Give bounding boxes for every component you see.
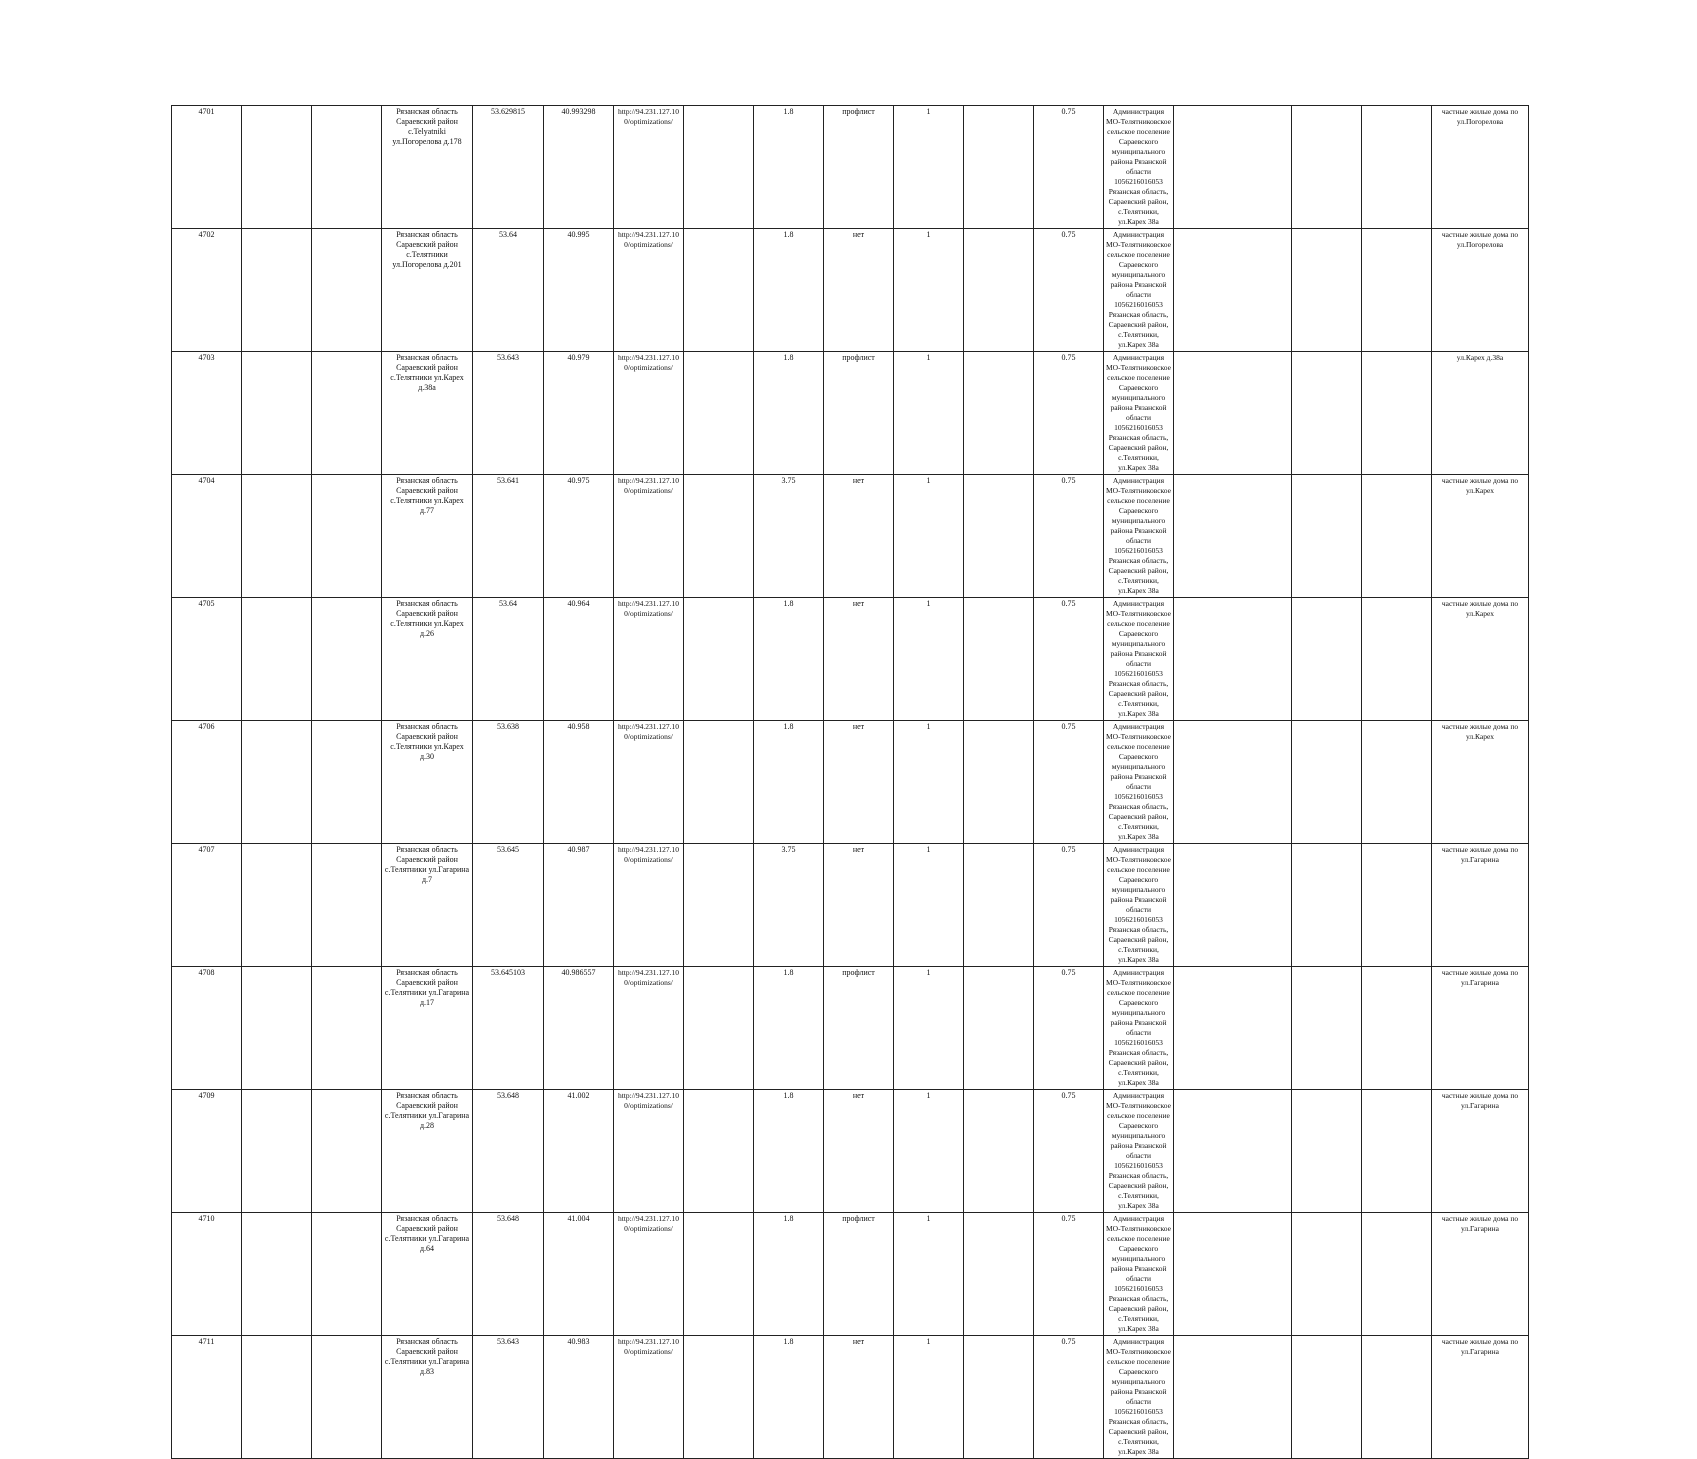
table-row [172,1336,1529,1459]
cell-id: 4708 [172,967,242,1090]
cell-empty [242,1090,312,1213]
cell-fence: нет [824,475,894,598]
cell-address: Рязанская область Сараевский район с.Telyatniki ул.Погорелова д.178 [382,106,473,229]
cell-empty [242,229,312,352]
cell-url: http://94.231.127.10 0/optimizations/ [614,106,684,229]
cell-description: частные жилые дома по ул.Карех [1432,475,1529,598]
cell-fence: профлист [824,106,894,229]
cell-owner: Администрация МО-Телятниковское сельское поселение Сараевского муниципального района Рязанской области 1056216016053 Рязанская область, Сараевский район, с.Телятники, ул.Карех 38а [1104,1090,1174,1213]
cell-fence: нет [824,229,894,352]
cell-description: частные жилые дома по ул.Гагарина [1432,844,1529,967]
cell-empty [684,352,754,475]
data-table [171,105,1529,1459]
cell-fence: профлист [824,352,894,475]
cell-address: Рязанская область Сараевский район с.Телятники ул.Погорелова д.201 [382,229,473,352]
table-row [172,229,1529,352]
cell-empty [684,106,754,229]
cell-count: 1 [894,1090,964,1213]
cell-empty [312,598,382,721]
cell-volume: 1.8 [754,598,824,721]
cell-area: 0.75 [1034,1090,1104,1213]
cell-owner: Администрация МО-Телятниковское сельское поселение Сараевского муниципального района Рязанской области 1056216016053 Рязанская область, Сараевский район, с.Телятники, ул.Карех 38а [1104,967,1174,1090]
cell-area: 0.75 [1034,844,1104,967]
cell-url: http://94.231.127.10 0/optimizations/ [614,1336,684,1459]
cell-owner: Администрация МО-Телятниковское сельское поселение Сараевского муниципального района Рязанской области 1056216016053 Рязанская область, Сараевский район, с.Телятники, ул.Карех 38а [1104,106,1174,229]
cell-empty [964,598,1034,721]
cell-url: http://94.231.127.10 0/optimizations/ [614,598,684,721]
cell-description: частные жилые дома по ул.Гагарина [1432,1090,1529,1213]
cell-empty [1362,352,1432,475]
cell-latitude: 53.645 [473,844,544,967]
cell-latitude: 53.64 [473,598,544,721]
cell-volume: 1.8 [754,229,824,352]
cell-empty [1174,1213,1292,1336]
cell-count: 1 [894,967,964,1090]
cell-address: Рязанская область Сараевский район с.Телятники ул.Гагарина д.17 [382,967,473,1090]
cell-owner: Администрация МО-Телятниковское сельское поселение Сараевского муниципального района Рязанской области 1056216016053 Рязанская область, Сараевский район, с.Телятники, ул.Карех 38а [1104,1336,1174,1459]
cell-count: 1 [894,598,964,721]
cell-address: Рязанская область Сараевский район с.Телятники ул.Карех д.38а [382,352,473,475]
table-row [172,352,1529,475]
cell-empty [1174,598,1292,721]
cell-area: 0.75 [1034,598,1104,721]
cell-owner: Администрация МО-Телятниковское сельское поселение Сараевского муниципального района Рязанской области 1056216016053 Рязанская область, Сараевский район, с.Телятники, ул.Карех 38а [1104,352,1174,475]
cell-empty [684,721,754,844]
cell-empty [242,106,312,229]
cell-volume: 3.75 [754,475,824,598]
table-row [172,598,1529,721]
cell-latitude: 53.648 [473,1213,544,1336]
cell-longitude: 40.987 [544,844,614,967]
cell-empty [1362,106,1432,229]
cell-empty [964,229,1034,352]
cell-longitude: 40.995 [544,229,614,352]
cell-empty [684,1336,754,1459]
cell-owner: Администрация МО-Телятниковское сельское поселение Сараевского муниципального района Рязанской области 1056216016053 Рязанская область, Сараевский район, с.Телятники, ул.Карех 38а [1104,844,1174,967]
cell-empty [1292,844,1362,967]
cell-latitude: 53.64 [473,229,544,352]
cell-url: http://94.231.127.10 0/optimizations/ [614,352,684,475]
cell-owner: Администрация МО-Телятниковское сельское поселение Сараевского муниципального района Рязанской области 1056216016053 Рязанская область, Сараевский район, с.Телятники, ул.Карех 38а [1104,1213,1174,1336]
cell-empty [1292,721,1362,844]
cell-count: 1 [894,721,964,844]
cell-volume: 3.75 [754,844,824,967]
cell-empty [964,1213,1034,1336]
cell-empty [964,475,1034,598]
cell-description: частные жилые дома по ул.Гагарина [1432,1213,1529,1336]
table-row [172,844,1529,967]
cell-fence: профлист [824,1213,894,1336]
cell-empty [312,1090,382,1213]
cell-description: частные жилые дома по ул.Карех [1432,598,1529,721]
cell-description: частные жилые дома по ул.Гагарина [1432,967,1529,1090]
cell-empty [1292,598,1362,721]
cell-id: 4710 [172,1213,242,1336]
cell-empty [1174,967,1292,1090]
cell-url: http://94.231.127.10 0/optimizations/ [614,967,684,1090]
cell-latitude: 53.638 [473,721,544,844]
cell-description: частные жилые дома по ул.Погорелова [1432,229,1529,352]
cell-id: 4702 [172,229,242,352]
cell-empty [684,229,754,352]
cell-empty [1362,1090,1432,1213]
cell-volume: 1.8 [754,106,824,229]
cell-empty [312,352,382,475]
cell-fence: нет [824,1090,894,1213]
cell-longitude: 40.975 [544,475,614,598]
cell-empty [1292,229,1362,352]
cell-volume: 1.8 [754,721,824,844]
cell-owner: Администрация МО-Телятниковское сельское поселение Сараевского муниципального района Рязанской области 1056216016053 Рязанская область, Сараевский район, с.Телятники, ул.Карех 38а [1104,721,1174,844]
cell-id: 4703 [172,352,242,475]
cell-area: 0.75 [1034,1213,1104,1336]
cell-id: 4707 [172,844,242,967]
cell-empty [1292,1213,1362,1336]
cell-volume: 1.8 [754,1213,824,1336]
cell-empty [1174,721,1292,844]
cell-empty [964,106,1034,229]
cell-empty [1362,1336,1432,1459]
cell-description: частные жилые дома по ул.Гагарина [1432,1336,1529,1459]
cell-empty [684,1213,754,1336]
cell-empty [964,352,1034,475]
cell-longitude: 40.986557 [544,967,614,1090]
cell-empty [1362,1213,1432,1336]
table-body [172,106,1529,1459]
cell-empty [242,721,312,844]
cell-longitude: 40.983 [544,1336,614,1459]
cell-fence: нет [824,721,894,844]
cell-fence: нет [824,1336,894,1459]
cell-area: 0.75 [1034,106,1104,229]
cell-empty [312,106,382,229]
cell-fence: нет [824,598,894,721]
cell-empty [1174,229,1292,352]
cell-url: http://94.231.127.10 0/optimizations/ [614,1090,684,1213]
cell-address: Рязанская область Сараевский район с.Телятники ул.Гагарина д.83 [382,1336,473,1459]
cell-longitude: 40.979 [544,352,614,475]
cell-address: Рязанская область Сараевский район с.Телятники ул.Карех д.77 [382,475,473,598]
cell-owner: Администрация МО-Телятниковское сельское поселение Сараевского муниципального района Рязанской области 1056216016053 Рязанская область, Сараевский район, с.Телятники, ул.Карех 38а [1104,229,1174,352]
cell-description: ул.Карех д.38а [1432,352,1529,475]
cell-empty [1292,475,1362,598]
cell-fence: профлист [824,967,894,1090]
cell-volume: 1.8 [754,967,824,1090]
table-row [172,106,1529,229]
cell-address: Рязанская область Сараевский район с.Телятники ул.Гагарина д.28 [382,1090,473,1213]
cell-count: 1 [894,1213,964,1336]
cell-empty [1174,1336,1292,1459]
cell-count: 1 [894,106,964,229]
cell-empty [1362,475,1432,598]
cell-address: Рязанская область Сараевский район с.Телятники ул.Гагарина д.7 [382,844,473,967]
cell-empty [242,1336,312,1459]
cell-area: 0.75 [1034,721,1104,844]
cell-volume: 1.8 [754,352,824,475]
cell-empty [312,475,382,598]
cell-volume: 1.8 [754,1336,824,1459]
cell-latitude: 53.641 [473,475,544,598]
cell-id: 4701 [172,106,242,229]
cell-area: 0.75 [1034,967,1104,1090]
cell-empty [684,1090,754,1213]
cell-address: Рязанская область Сараевский район с.Телятники ул.Карех д.26 [382,598,473,721]
cell-id: 4704 [172,475,242,598]
cell-latitude: 53.645103 [473,967,544,1090]
cell-longitude: 40.958 [544,721,614,844]
cell-empty [312,844,382,967]
cell-empty [684,967,754,1090]
cell-url: http://94.231.127.10 0/optimizations/ [614,721,684,844]
cell-address: Рязанская область Сараевский район с.Телятники ул.Гагарина д.64 [382,1213,473,1336]
table-row [172,1213,1529,1336]
cell-count: 1 [894,1336,964,1459]
cell-empty [1362,844,1432,967]
cell-url: http://94.231.127.10 0/optimizations/ [614,475,684,598]
cell-empty [1292,1090,1362,1213]
cell-empty [242,1213,312,1336]
cell-empty [1292,352,1362,475]
cell-area: 0.75 [1034,352,1104,475]
cell-empty [1292,106,1362,229]
cell-longitude: 41.004 [544,1213,614,1336]
cell-address: Рязанская область Сараевский район с.Телятники ул.Карех д.30 [382,721,473,844]
cell-empty [964,721,1034,844]
cell-empty [1174,475,1292,598]
cell-owner: Администрация МО-Телятниковское сельское поселение Сараевского муниципального района Рязанской области 1056216016053 Рязанская область, Сараевский район, с.Телятники, ул.Карех 38а [1104,598,1174,721]
cell-empty [964,967,1034,1090]
cell-empty [312,1213,382,1336]
cell-latitude: 53.648 [473,1090,544,1213]
cell-id: 4706 [172,721,242,844]
cell-empty [964,844,1034,967]
cell-longitude: 41.002 [544,1090,614,1213]
cell-empty [242,967,312,1090]
cell-empty [964,1090,1034,1213]
cell-empty [242,844,312,967]
table-row [172,721,1529,844]
cell-empty [1362,967,1432,1090]
cell-empty [312,721,382,844]
cell-empty [684,475,754,598]
cell-empty [1292,1336,1362,1459]
cell-id: 4705 [172,598,242,721]
cell-count: 1 [894,229,964,352]
cell-empty [964,1336,1034,1459]
cell-latitude: 53.643 [473,1336,544,1459]
cell-area: 0.75 [1034,1336,1104,1459]
cell-empty [1174,106,1292,229]
cell-url: http://94.231.127.10 0/optimizations/ [614,1213,684,1336]
cell-empty [1292,967,1362,1090]
cell-empty [242,598,312,721]
cell-empty [312,1336,382,1459]
cell-empty [1362,721,1432,844]
cell-area: 0.75 [1034,229,1104,352]
cell-latitude: 53.643 [473,352,544,475]
cell-empty [1362,598,1432,721]
cell-owner: Администрация МО-Телятниковское сельское поселение Сараевского муниципального района Рязанской области 1056216016053 Рязанская область, Сараевский район, с.Телятники, ул.Карех 38а [1104,475,1174,598]
cell-empty [242,352,312,475]
cell-empty [242,475,312,598]
cell-longitude: 40.993298 [544,106,614,229]
cell-fence: нет [824,844,894,967]
cell-area: 0.75 [1034,475,1104,598]
table-row [172,475,1529,598]
cell-empty [1174,844,1292,967]
table-row [172,967,1529,1090]
cell-empty [312,967,382,1090]
table-row [172,1090,1529,1213]
cell-url: http://94.231.127.10 0/optimizations/ [614,229,684,352]
cell-latitude: 53.629815 [473,106,544,229]
cell-description: частные жилые дома по ул.Карех [1432,721,1529,844]
cell-volume: 1.8 [754,1090,824,1213]
cell-empty [684,844,754,967]
cell-empty [1174,1090,1292,1213]
cell-count: 1 [894,844,964,967]
cell-empty [684,598,754,721]
cell-empty [1362,229,1432,352]
cell-longitude: 40.964 [544,598,614,721]
cell-count: 1 [894,475,964,598]
cell-url: http://94.231.127.10 0/optimizations/ [614,844,684,967]
cell-count: 1 [894,352,964,475]
cell-id: 4709 [172,1090,242,1213]
cell-empty [312,229,382,352]
cell-empty [1174,352,1292,475]
cell-description: частные жилые дома по ул.Погорелова [1432,106,1529,229]
cell-id: 4711 [172,1336,242,1459]
